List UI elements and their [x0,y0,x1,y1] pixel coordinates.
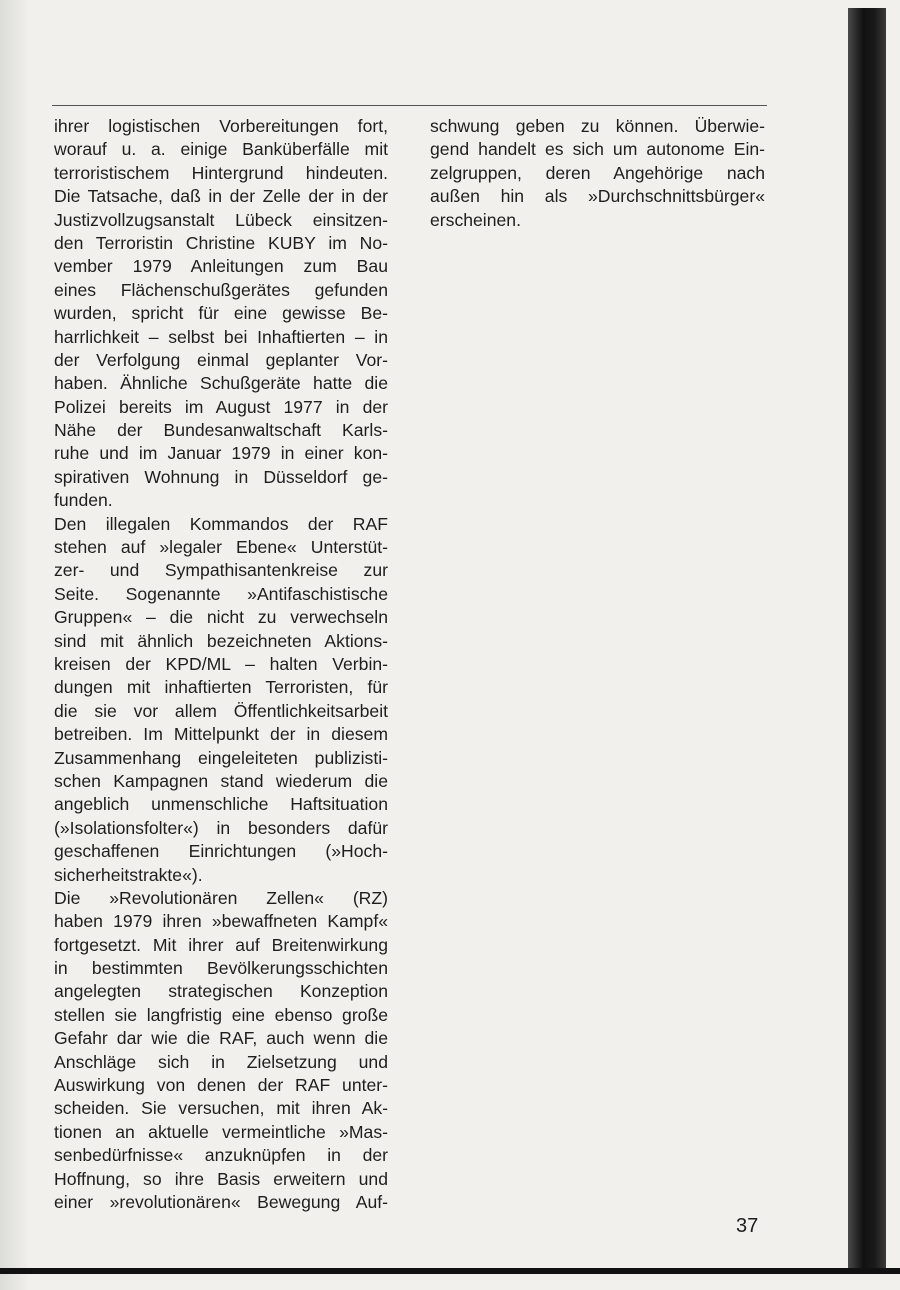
left-text-column [54,115,388,1214]
text-line: worauf u. a. einige Banküberfälle mit [54,139,388,160]
text-line: der Verfolgung einmal geplanter Vor- [54,349,388,370]
text-line: Die Tatsache, daß in der Zelle der in der [54,186,388,207]
text-line: außen hin als »Durchschnittsbürger« [430,186,765,207]
text-line: zer- und Sympathisantenkreise zur [54,560,388,581]
text-line: ruhe und im Januar 1979 in einer kon- [54,443,388,464]
text-line: in bestimmten Bevölkerungsschichten [54,958,388,979]
header-rule [52,105,767,106]
text-line: scheiden. Sie versuchen, mit ihren Ak- [54,1098,388,1119]
text-line: gend handelt es sich um autonome Ein- [430,139,765,160]
text-line: Gruppen« – die nicht zu verwechseln [54,607,388,628]
text-line: terroristischem Hintergrund hindeuten. [54,162,388,183]
text-line: harrlichkeit – selbst bei Inhaftierten – in [54,326,388,347]
text-line: dungen mit inhaftierten Terroristen, für [54,677,388,698]
text-line: einer »revolutionären« Bewegung Auf- [54,1191,388,1212]
text-line: haben 1979 ihren »bewaffneten Kampf« [54,911,388,932]
text-line: stehen auf »legaler Ebene« Unterstüt- [54,537,388,558]
text-line: vember 1979 Anleitungen zum Bau [54,256,388,277]
text-line: Hoffnung, so ihre Basis erweitern und [54,1168,388,1189]
text-line: Nähe der Bundesanwaltschaft Karls- [54,420,388,441]
text-line: schwung geben zu können. Überwie- [430,116,765,136]
page-number: 37 [736,1215,759,1237]
text-line: stellen sie langfristig eine ebenso große [54,1004,388,1025]
text-line: die sie vor allem Öffentlichkeitsarbeit [54,700,388,721]
text-line: angeblich unmenschliche Haftsituation [54,794,388,815]
text-line: fortgesetzt. Mit ihrer auf Breitenwirkung [54,934,388,955]
text-line: den Terroristin Christine KUBY im No- [54,232,388,253]
text-line: haben. Ähnliche Schußgeräte hatte die [54,373,388,394]
text-line: ihrer logistischen Vorbereitungen fort, [54,116,388,136]
text-line: sicherheitstrakte«). [54,864,203,885]
text-line: Seite. Sogenannte »Antifaschistische [54,583,388,604]
text-line: Auswirkung von denen der RAF unter- [54,1075,388,1096]
text-line: Zusammenhang eingeleiteten publizisti- [54,747,388,768]
text-line: geschaffenen Einrichtungen (»Hoch- [54,841,388,862]
text-line: Gefahr dar wie die RAF, auch wenn die [54,1028,388,1049]
right-text-column [430,115,765,232]
text-line: Den illegalen Kommandos der RAF [54,513,388,534]
text-line: Die »Revolutionären Zellen« (RZ) [54,887,388,908]
text-line: kreisen der KPD/ML – halten Verbin- [54,653,388,674]
text-line: erscheinen. [430,209,521,230]
text-line: Justizvollzugsanstalt Lübeck einsitzen- [54,209,388,230]
scan-left-edge [0,0,28,1290]
text-line: Anschläge sich in Zielsetzung und [54,1051,388,1072]
text-line: zelgruppen, deren Angehörige nach [430,162,765,183]
text-line: tionen an aktuelle vermeintliche »Mas- [54,1121,388,1142]
text-line: funden. [54,490,113,511]
text-line: Polizei bereits im August 1977 in der [54,396,388,417]
text-line: (»Isolationsfolter«) in besonders dafür [54,817,388,838]
text-line: wurden, spricht für eine gewisse Be- [54,303,388,324]
text-line: spirativen Wohnung in Düsseldorf ge- [54,466,388,487]
text-line: sind mit ähnlich bezeichneten Aktions- [54,630,388,651]
scan-right-edge [848,8,886,1270]
text-line: eines Flächenschußgerätes gefunden [54,279,388,300]
text-line: angelegten strategischen Konzeption [54,981,388,1002]
scan-bottom-edge [0,1268,900,1274]
text-line: schen Kampagnen stand wiederum die [54,770,388,791]
text-line: senbedürfnisse« anzuknüpfen in der [54,1145,388,1166]
text-line: betreiben. Im Mittelpunkt der in diesem [54,724,388,745]
